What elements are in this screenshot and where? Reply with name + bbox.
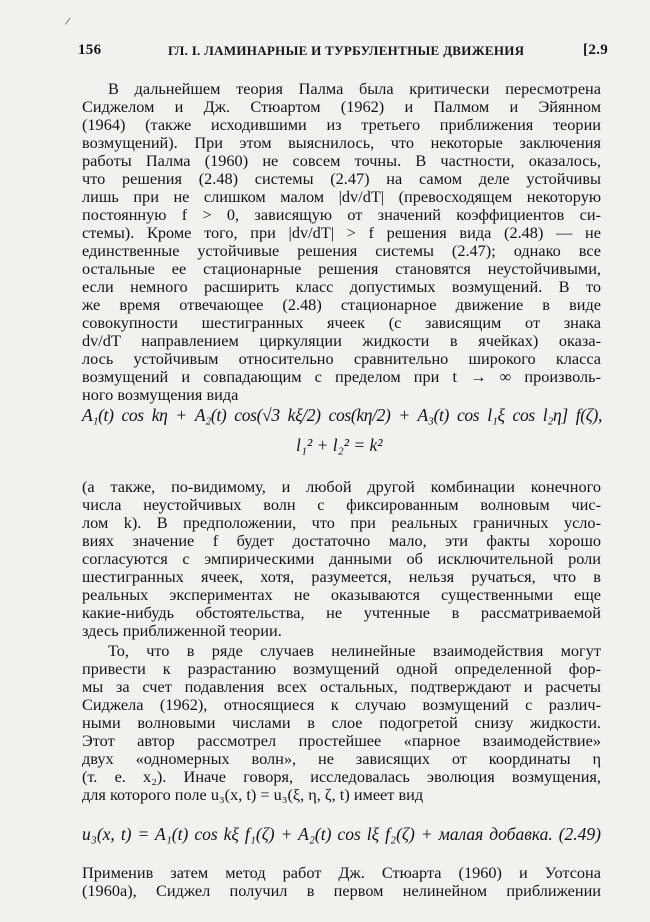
text-line: лось устойчивым относительно сравнительно широкого класса	[82, 349, 601, 368]
text-line: В дальнейшем теория Палма была критически пересмотрена	[108, 79, 601, 98]
text-line: остальные ее стационарные решения становятся неустойчивыми,	[82, 259, 601, 278]
section-number: [2.9	[583, 42, 608, 58]
text-line: привести к разрастанию возмущений одной определенной фор-	[82, 659, 601, 678]
text-line: лом k). В предположении, что при реальных граничных усло-	[82, 513, 601, 532]
text-line: совокупности шестигранных ячеек (с зависящим от знака	[82, 313, 601, 332]
text-line: (т. е. x₂). Иначе говоря, исследовалась эволюция возмущения,	[82, 767, 601, 786]
corner-mark: /	[64, 13, 72, 29]
text-line: какие-нибудь обстоятельства, не учтенные в рассматриваемой	[82, 603, 601, 622]
text-line: dv/dT направлением циркуляции жидкости в ячейках) оказа-	[82, 331, 601, 350]
text-line: (1964) (также исходившими из третьего приближения теории	[82, 115, 601, 134]
text-line: ного возмущения вида	[82, 385, 239, 404]
text-line: единственные устойчивые решения системы (2.47); однако все	[82, 241, 601, 260]
text-line: согласуются с эмпирическими данными об исключительной роли	[82, 549, 601, 568]
text-line: двух «одномерных волн», не зависящих от координаты η	[82, 749, 601, 768]
page-number: 156	[78, 42, 102, 58]
text-line: что решения (2.48) системы (2.47) на самом деле устойчивы	[82, 169, 601, 188]
running-title: ГЛ. I. ЛАМИНАРНЫЕ И ТУРБУЛЕНТНЫЕ ДВИЖЕНИЯ	[168, 43, 525, 58]
text-line: числа неустойчивых волн с фиксированным волновым чис-	[82, 495, 601, 514]
text-line: лишь при не слишком малом |dv/dT| (превосходящем некоторую	[82, 187, 601, 206]
text-line: работы Палма (1960) не совсем точны. В частности, оказалось,	[82, 151, 601, 170]
text-line: же время отвечающее (2.48) стационарное движение в виде	[82, 295, 601, 314]
text-line: ными волновыми числами в слое подогретой снизу жидкости.	[82, 713, 601, 732]
text-line: реальных экспериментах не оказываются существенными еще	[82, 585, 601, 604]
running-header	[78, 42, 608, 62]
formula-perturbation: A₁(t) cos kη + A₂(t) cos(√3 kξ/2) cos(kη/2) + A₃(t) cos l₁ξ cos l₂η] f(ζ),	[82, 405, 602, 425]
text-line: Сиджела (1962), относящиеся к случаю возмущений с различ-	[82, 695, 601, 714]
text-line: виях значение f будет достаточно мало, эти факты хорошо	[82, 531, 601, 550]
text-line: мы за счет подавления всех остальных, подтверждают и расчеты	[82, 677, 601, 696]
text-line: То, что в ряде случаев нелинейные взаимодействия могут	[108, 641, 601, 660]
text-line: постоянную f > 0, зависящую от значений коэффициентов си-	[82, 205, 601, 224]
text-line: стемы). Кроме того, при |dv/dT| > f решения вида (2.48) — не	[82, 223, 601, 242]
text-line: Применив затем метод работ Дж. Стюарта (1960) и Уотсона	[82, 863, 601, 882]
text-line: возмущений и совпадающим с пределом при t → ∞ произволь-	[82, 367, 601, 386]
text-line: Этот автор рассмотрел простейшее «парное взаимодействие»	[82, 731, 601, 750]
formula-2-49: u₃(x, t) = A₁(t) cos kξ f₁(ζ) + A₂(t) cos lξ f₂(ζ) + малая добавка. (2.49)	[82, 824, 601, 844]
text-line: Сиджелом и Дж. Стюартом (1962) и Палмом и Эйянном	[82, 97, 601, 116]
text-line: если немного расширить класс допустимых возмущений. В то	[82, 277, 601, 296]
text-line: возмущений). При этом выяснилось, что некоторые заключения	[82, 133, 601, 152]
text-line: (а также, по-видимому, и любой другой комбинации конечного	[82, 477, 601, 496]
formula-wavenumber: l₁² + l₂² = k²	[296, 435, 383, 455]
text-line: здесь приближенной теории.	[82, 621, 282, 640]
text-line: шестигранных ячеек, хотя, разумеется, нельзя ручаться, что в	[82, 567, 601, 586]
text-line: (1960а), Сиджел получил в первом нелинейном приближении	[82, 881, 601, 900]
text-line: для которого поле u₃(x, t) = u₃(ξ, η, ζ, t) имеет вид	[82, 785, 424, 804]
